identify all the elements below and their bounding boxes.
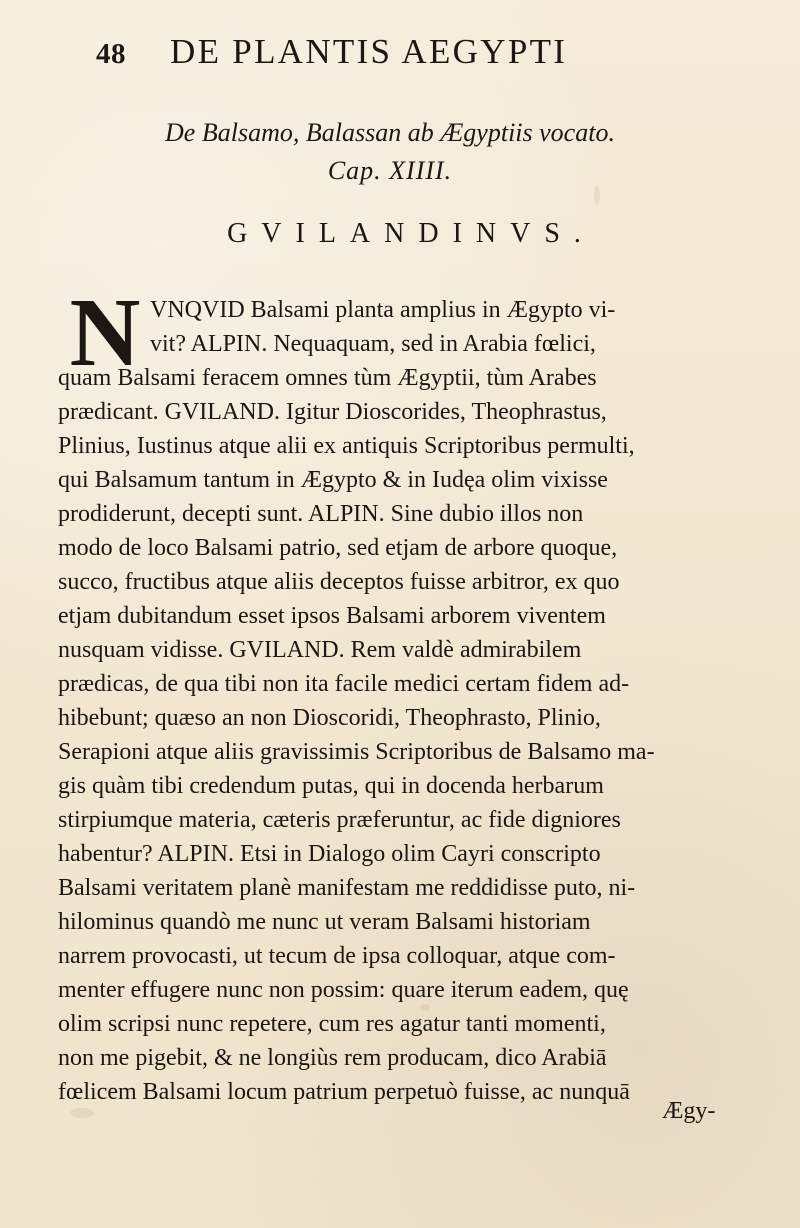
body-line: vit? ALPIN. Nequaquam, sed in Arabia fœlici,	[150, 331, 596, 357]
body-line: etjam dubitandum esset ipsos Balsami arborem viventem	[58, 603, 606, 629]
chapter-title: De Balsamo, Balassan ab Ægyptiis vocato.	[165, 118, 615, 147]
body-line: hilominus quandò me nunc ut veram Balsami historiam	[58, 909, 591, 935]
body-line: olim scripsi nunc repetere, cum res agatur tanti momenti,	[58, 1011, 606, 1037]
body-line: Serapioni atque aliis gravissimis Scriptoribus de Balsamo ma-	[58, 739, 655, 765]
drop-cap: N	[69, 279, 141, 387]
body-line: habentur? ALPIN. Etsi in Dialogo olim Cayri conscripto	[58, 841, 601, 867]
page-smudge	[70, 1108, 94, 1118]
body-line: modo de loco Balsami patrio, sed etjam de arbore quoque,	[58, 535, 618, 561]
body-line: stirpiumque materia, cæteris præferuntur, ac fide digniores	[58, 807, 621, 833]
body-line: non me pigebit, & ne longiùs rem producam, dico Arabiā	[58, 1045, 607, 1071]
body-line: narrem provocasti, ut tecum de ipsa colloquar, atque com-	[58, 943, 616, 969]
body-line: qui Balsamum tantum in Ægypto & in Iudęa olim vixisse	[58, 467, 608, 493]
body-line: gis quàm tibi credendum putas, qui in docenda herbarum	[58, 773, 604, 799]
body-line: prædicas, de qua tibi non ita facile medici certam fidem ad-	[58, 671, 630, 697]
body-line: VNQVID Balsami planta amplius in Ægypto vi-	[150, 297, 616, 323]
body-line: nusquam vidisse. GVILAND. Rem valdè admirabilem	[58, 637, 582, 663]
body-line: fœlicem Balsami locum patrium perpetuò fuisse, ac nunquā	[58, 1079, 630, 1105]
body-line: Balsami veritatem planè manifestam me reddidisse puto, ni-	[58, 875, 636, 901]
body-line: quam Balsami feracem omnes tùm Ægyptii, tùm Arabes	[58, 365, 597, 391]
body-line: hibebunt; quæso an non Dioscoridi, Theophrasto, Plinio,	[58, 705, 601, 731]
speaker-heading: GVILANDINVS.	[227, 218, 595, 249]
page-number: 48	[96, 38, 126, 70]
running-head	[0, 28, 800, 74]
body-line: Plinius, Iustinus atque alii ex antiquis Scriptoribus permulti,	[58, 433, 635, 459]
body-line: prodiderunt, decepti sunt. ALPIN. Sine dubio illos non	[58, 501, 584, 527]
catchword: Ægy-	[662, 1098, 716, 1124]
chapter-number: Cap. XIIII.	[327, 156, 453, 185]
body-line: prædicant. GVILAND. Igitur Dioscorides, Theophrastus,	[58, 399, 607, 425]
body-line: menter effugere nunc non possim: quare iterum eadem, quę	[58, 977, 629, 1003]
body-line: succo, fructibus atque aliis deceptos fuisse arbitror, ex quo	[58, 569, 620, 595]
page-smudge	[594, 185, 600, 205]
running-title: DE PLANTIS AEGYPTI	[170, 32, 568, 71]
